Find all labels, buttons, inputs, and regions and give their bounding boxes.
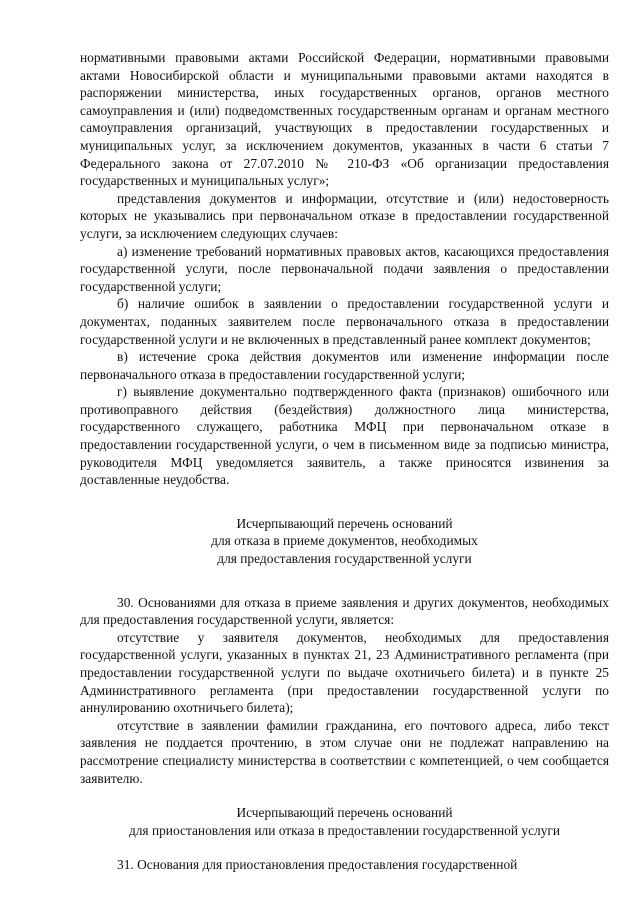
list-item-b: б) наличие ошибок в заявлении о предоставлении государственной услуги и документах, поданных заявителем после первоначального отказа в предоставлении государственной услуги и не включенных в представленный ранее комплект документов; (80, 296, 609, 347)
list-item-g: г) выявление документально подтвержденного факта (признаков) ошибочного или противоправного действия (бездействия) должностного лица министерства, государственного служащего, работника МФЦ при первоначальном отказе в предоставлении государственной услуги, о чем в письменном виде за подписью министра, руководителя МФЦ уведомляется заявитель, а также приносятся извинения за доставленные неудобства. (80, 384, 609, 488)
list-item-a: а) изменение требований нормативных правовых актов, касающихся предоставления государственной услуги, после первоначальной подачи заявления о предоставлении государственной услуги; (80, 243, 609, 294)
paragraph-30: 30. Основаниями для отказа в приеме заявления и других документов, необходимых для предоставления государственной услуги, является: (80, 594, 609, 628)
paragraph-31: 31. Основания для приостановления предоставления государственной (117, 857, 518, 873)
section-heading-line: Исчерпывающий перечень оснований (236, 805, 453, 821)
section-heading-line: Исчерпывающий перечень оснований (236, 515, 453, 531)
section-heading-line: для предоставления государственной услуги (217, 551, 472, 567)
section-heading-line: для отказа в приеме документов, необходимых (211, 533, 478, 549)
paragraph-intro: нормативными правовыми актами Российской Федерации, нормативными правовыми актами Новосибирской области и муниципальными правовыми актами находятся в распоряжении министерства, иных государственных органов, органов местного самоуправления и (или) подведомственных государственным органам и органам местного самоуправления организаций, участвующих в предоставлении государственных и муниципальных услуг, за исключением документов, указанных в части 6 статьи 7 Федерального закона от 27.07.2010 № 210-ФЗ «Об организации предоставления государственных и муниципальных услуг»; (80, 50, 609, 189)
paragraph-30-item: отсутствие у заявителя документов, необходимых для предоставления государственной услуги, указанных в пунктах 21, 23 Административного регламента (при предоставлении государственной услуги по выдаче охотничьего билета) и в пункте 25 Административного регламента (при предоставлении государственной услуги по аннулированию охотничьего билета); (80, 629, 609, 716)
paragraph-30-item: отсутствие в заявлении фамилии гражданина, его почтового адреса, либо текст заявления не поддается прочтению, в этом случае они не подлежат направлению на рассмотрение специалисту министерства в соответствии с компетенцией, о чем сообщается заявителю. (80, 717, 609, 786)
document-page (80, 49, 609, 874)
section-heading-line: для приостановления или отказа в предоставлении государственной услуги (128, 822, 561, 838)
paragraph-representation: представления документов и информации, отсутствие и (или) недостоверность которых не указывались при первоначальном отказе в предоставлении государственной услуги, за исключением следующих случаев: (80, 190, 609, 241)
list-item-v: в) истечение срока действия документов или изменение информации после первоначального отказа в предоставлении государственной услуги; (80, 349, 609, 382)
